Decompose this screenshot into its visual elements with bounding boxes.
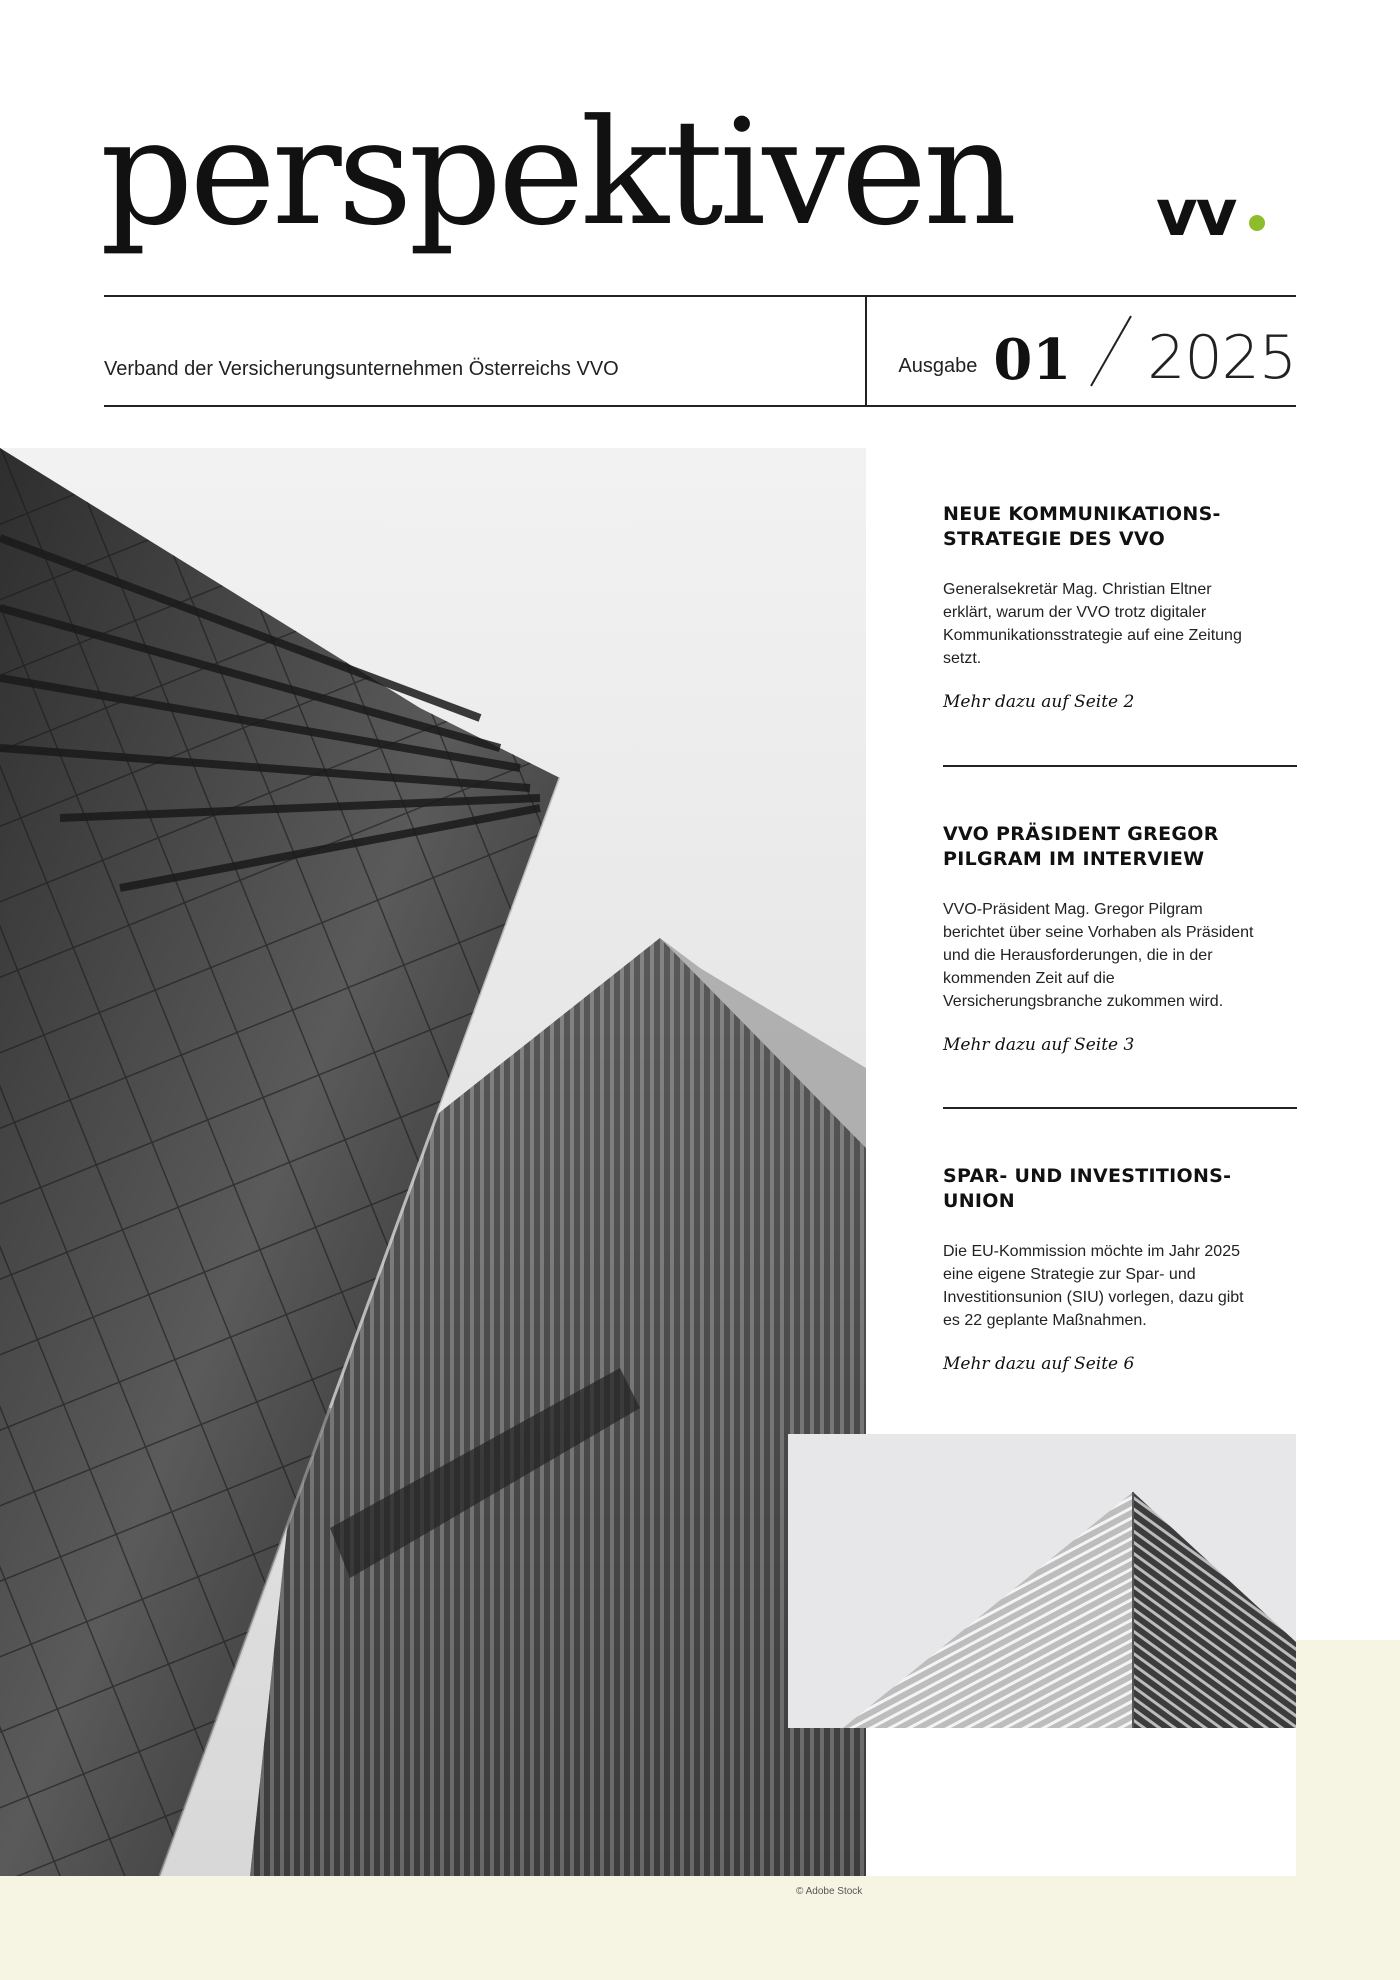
building-corner-illustration xyxy=(788,1434,1296,1728)
article-page-link[interactable]: Mehr dazu auf Seite 3 xyxy=(943,1035,1135,1055)
article-heading xyxy=(943,822,1297,872)
article-heading-line: VVO PRÄSIDENT GREGOR xyxy=(943,823,1219,845)
header-bottom-rule xyxy=(104,405,1296,407)
article-divider xyxy=(943,1107,1297,1109)
header-top-rule xyxy=(104,295,1296,297)
article-heading xyxy=(943,502,1297,552)
organization-name: Verband der Versicherungsunternehmen Österreichs VVO xyxy=(104,358,619,380)
article-heading-line: NEUE KOMMUNIKATIONS- xyxy=(943,503,1221,525)
logo-dot-icon xyxy=(1249,215,1265,231)
article-divider xyxy=(943,765,1297,767)
cream-background-band-bottom xyxy=(0,1876,1400,1980)
issue-slash-icon xyxy=(1081,314,1141,388)
article-heading-line: SPAR- UND INVESTITIONS- xyxy=(943,1165,1232,1187)
issue-year: 2025 xyxy=(1147,323,1296,393)
article-teaser-1[interactable] xyxy=(943,502,1297,712)
article-heading-line: PILGRAM IM INTERVIEW xyxy=(943,848,1205,870)
article-body: VVO-Präsident Mag. Gregor Pilgram berichtet über seine Vorhaben als Präsident und die Herausforderungen, die in der kommenden Zeit auf die Versicherungsbranche zukommen wird. xyxy=(943,901,1254,1010)
header-divider xyxy=(865,296,867,406)
vvo-logo xyxy=(1156,177,1265,251)
masthead-title: perspektiven xyxy=(100,88,1014,258)
article-page-link[interactable]: Mehr dazu auf Seite 2 xyxy=(943,692,1135,712)
logo-mark: vv xyxy=(1156,177,1236,251)
issue-number: 01 xyxy=(993,327,1072,393)
hero-building-photo xyxy=(0,448,866,1876)
cream-background-band xyxy=(1296,1640,1400,1880)
article-heading xyxy=(943,1164,1297,1214)
issue-label: Ausgabe xyxy=(898,355,978,377)
skyscraper-illustration xyxy=(0,448,866,1876)
article-teaser-2[interactable] xyxy=(943,822,1297,1055)
photo-credit: © Adobe Stock xyxy=(796,1886,863,1897)
article-heading-line: UNION xyxy=(943,1190,1015,1212)
issue-info xyxy=(898,318,1296,393)
article-heading-line: STRATEGIE DES VVO xyxy=(943,528,1166,550)
article-page-link[interactable]: Mehr dazu auf Seite 6 xyxy=(943,1354,1135,1374)
article-teaser-3[interactable] xyxy=(943,1164,1297,1374)
article-body: Generalsekretär Mag. Christian Eltner erklärt, warum der VVO trotz digitaler Kommunikationsstrategie auf eine Zeitung setzt. xyxy=(943,581,1242,667)
secondary-building-photo xyxy=(788,1434,1296,1728)
article-body: Die EU-Kommission möchte im Jahr 2025 eine eigene Strategie zur Spar- und Investitionsunion (SIU) vorlegen, dazu gibt es 22 geplante Maßnahmen. xyxy=(943,1243,1244,1329)
